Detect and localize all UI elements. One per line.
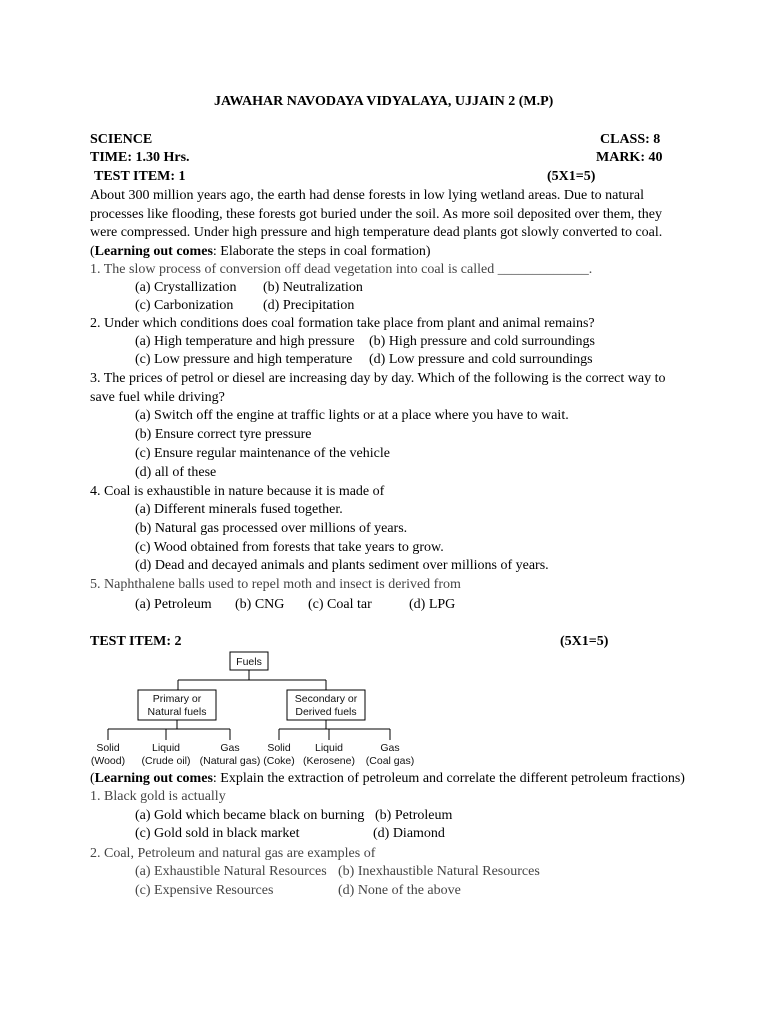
passage-line-3: were compressed. Under high pressure and high temperature dead plants got slowly converted to coal. — [90, 225, 663, 240]
leaf-6-top: Gas — [380, 742, 400, 754]
secondary-fuels-line-1: Secondary or — [294, 693, 358, 705]
q5-option-b: (b) CNG — [235, 597, 285, 612]
passage-line-2: processes like flooding, these forests got buried under the soil. As more soil deposited over them, they — [90, 207, 662, 222]
item2-q1-option-c: (c) Gold sold in black market — [135, 826, 300, 841]
q3-text-line-1: 3. The prices of petrol or diesel are increasing day by day. Which of the following is the correct way to — [90, 371, 666, 386]
time-label: TIME: 1.30 Hrs. — [90, 150, 190, 165]
q4-text: 4. Coal is exhaustible in nature because it is made of — [90, 484, 385, 499]
item2-q2-text: 2. Coal, Petroleum and natural gas are examples of — [90, 846, 376, 861]
fuels-classification-diagram — [88, 648, 418, 770]
leaf-5-bottom: (Kerosene) — [303, 755, 355, 767]
q3-option-b: (b) Ensure correct tyre pressure — [135, 427, 312, 442]
secondary-fuels-line-2: Derived fuels — [295, 706, 357, 718]
q2-text: 2. Under which conditions does coal formation take place from plant and animal remains? — [90, 316, 595, 331]
q3-text-line-2: save fuel while driving? — [90, 390, 225, 405]
q4-option-a: (a) Different minerals fused together. — [135, 502, 343, 517]
q2-option-a: (a) High temperature and high pressure — [135, 334, 355, 349]
learning-outcome-1: (Learning out comes: Elaborate the steps in coal formation) — [90, 244, 431, 259]
class-label: CLASS: 8 — [600, 132, 661, 147]
passage-line-1: About 300 million years ago, the earth had dense forests in low lying wetland areas. Due to natural — [90, 188, 645, 203]
q1-option-d: (d) Precipitation — [263, 298, 355, 313]
item2-q1-text: 1. Black gold is actually — [90, 789, 226, 804]
test-item-1-marks: (5X1=5) — [547, 169, 596, 184]
learning-outcome-2-label: Learning out comes — [94, 771, 213, 786]
primary-fuels-line-2: Natural fuels — [147, 706, 207, 718]
q5-option-c: (c) Coal tar — [308, 597, 372, 612]
leaf-4-top: Solid — [267, 742, 291, 754]
test-item-2-marks: (5X1=5) — [560, 634, 609, 649]
q1-text: 1. The slow process of conversion off dead vegetation into coal is called _____________. — [90, 262, 593, 277]
school-title: JAWAHAR NAVODAYA VIDYALAYA, UJJAIN 2 (M.P) — [214, 94, 554, 109]
item2-q2-option-b: (b) Inexhaustible Natural Resources — [338, 864, 540, 879]
q4-option-d: (d) Dead and decayed animals and plants sediment over millions of years. — [135, 558, 549, 573]
q2-option-d: (d) Low pressure and cold surroundings — [369, 352, 593, 367]
q4-option-b: (b) Natural gas processed over millions of years. — [135, 521, 408, 536]
leaf-3-bottom: (Natural gas) — [199, 755, 261, 767]
q1-option-b: (b) Neutralization — [263, 280, 363, 295]
q3-option-c: (c) Ensure regular maintenance of the vehicle — [135, 446, 390, 461]
q5-option-a: (a) Petroleum — [135, 597, 212, 612]
leaf-3-top: Gas — [220, 742, 240, 754]
leaf-5-top: Liquid — [314, 742, 344, 754]
learning-outcome-label: Learning out comes — [94, 244, 213, 259]
item2-q1-option-b: (b) Petroleum — [375, 808, 453, 823]
test-item-2-title: TEST ITEM: 2 — [90, 634, 182, 649]
learning-outcome-2-text: : Explain the extraction of petroleum and correlate the different petroleum fractions) — [212, 771, 685, 786]
q1-option-c: (c) Carbonization — [135, 298, 234, 313]
leaf-2-bottom: (Crude oil) — [141, 755, 191, 767]
leaf-1-top: Solid — [96, 742, 120, 754]
leaf-6-bottom: (Coal gas) — [365, 755, 415, 767]
q2-option-c: (c) Low pressure and high temperature — [135, 352, 353, 367]
item2-q1-option-d: (d) Diamond — [373, 826, 445, 841]
leaf-1-bottom: (Wood) — [90, 755, 126, 767]
q3-option-d: (d) all of these — [135, 465, 217, 480]
leaf-4-bottom: (Coke) — [263, 755, 295, 767]
item2-q1-option-a: (a) Gold which became black on burning — [135, 808, 365, 823]
q2-option-b: (b) High pressure and cold surroundings — [369, 334, 595, 349]
item2-q2-option-a: (a) Exhaustible Natural Resources — [135, 864, 327, 879]
fuels-root-label: Fuels — [236, 656, 262, 668]
q5-text: 5. Naphthalene balls used to repel moth and insect is derived from — [90, 577, 461, 592]
primary-fuels-line-1: Primary or — [152, 693, 202, 705]
q3-option-a: (a) Switch off the engine at traffic lights or at a place where you have to wait. — [135, 408, 569, 423]
test-item-1-title: TEST ITEM: 1 — [94, 169, 186, 184]
learning-outcome-2: (Learning out comes: Explain the extraction of petroleum and correlate the different petroleum fractions) — [90, 771, 685, 786]
q1-option-a: (a) Crystallization — [135, 280, 237, 295]
mark-label: MARK: 40 — [596, 150, 663, 165]
subject-label: SCIENCE — [90, 132, 153, 147]
learning-outcome-text: : Elaborate the steps in coal formation) — [212, 244, 431, 259]
item2-q2-option-c: (c) Expensive Resources — [135, 883, 274, 898]
q5-option-d: (d) LPG — [409, 597, 456, 612]
leaf-2-top: Liquid — [151, 742, 181, 754]
item2-q2-option-d: (d) None of the above — [338, 883, 461, 898]
q4-option-c: (c) Wood obtained from forests that take years to grow. — [135, 540, 444, 555]
